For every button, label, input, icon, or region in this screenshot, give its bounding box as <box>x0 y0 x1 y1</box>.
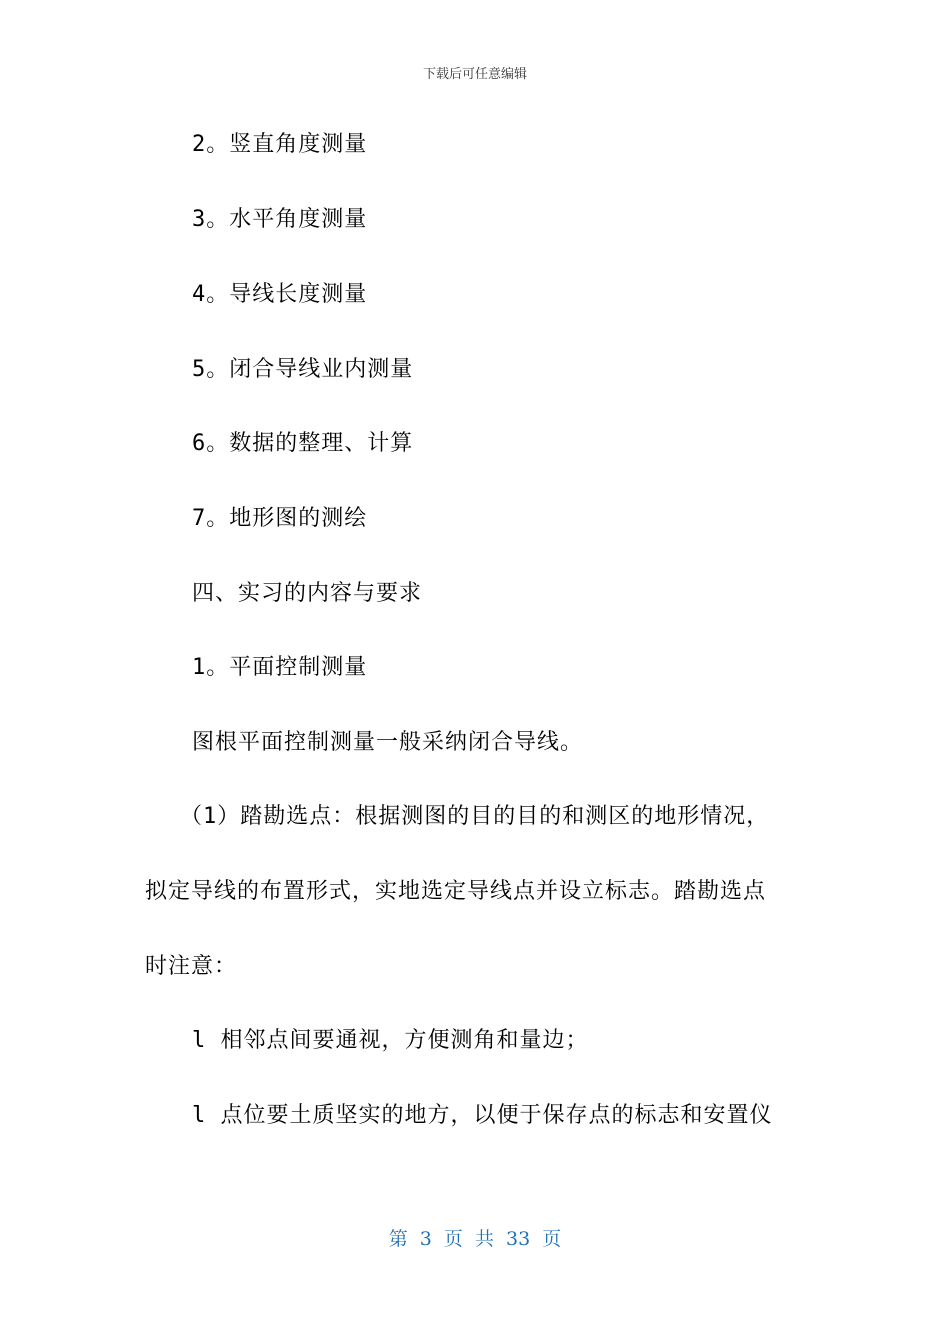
body-line-4: 5。闭合导线业内测量 <box>192 357 414 382</box>
section-heading: 四、实习的内容与要求 <box>192 581 423 606</box>
body-line-6: 7。地形图的测绘 <box>192 506 368 531</box>
body-line-14: l 点位要土质坚实的地方，以便于保存点的标志和安置仪 <box>192 1103 773 1128</box>
body-line-11: 拟定导线的布置形式，实地选定导线点并设立标志。踏勘选点 <box>145 879 767 904</box>
page-header: 下载后可任意编辑 <box>422 67 527 82</box>
body-line-5: 6。数据的整理、计算 <box>192 431 414 456</box>
body-line-12: 时注意： <box>145 954 238 979</box>
page-footer: 第 3 页 共 33 页 <box>388 1228 562 1250</box>
body-line-1: 2。竖直角度测量 <box>192 132 368 157</box>
body-line-9: 图根平面控制测量一般采纳闭合导线。 <box>192 730 584 755</box>
body-line-13: l 相邻点间要通视，方便测角和量边； <box>192 1028 589 1053</box>
body-line-8: 1。平面控制测量 <box>192 655 368 680</box>
body-line-10: （1）踏勘选点：根据测图的目的目的和测区的地形情况， <box>180 804 770 829</box>
body-line-2: 3。水平角度测量 <box>192 207 368 232</box>
body-line-3: 4。导线长度测量 <box>192 282 368 307</box>
